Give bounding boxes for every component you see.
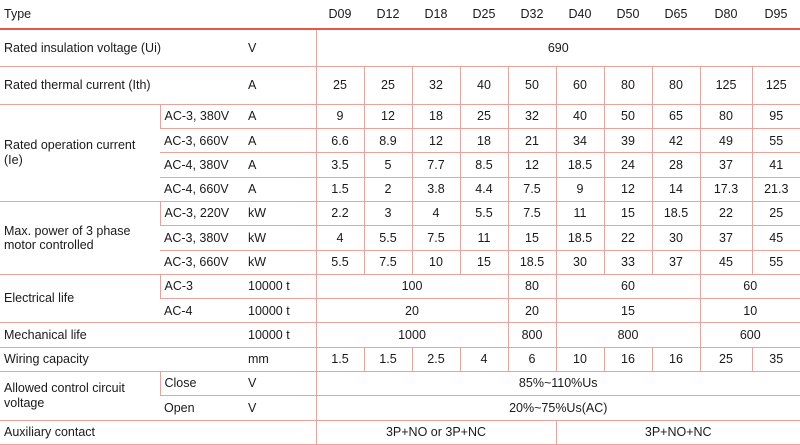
value-cell: 12 — [412, 129, 460, 153]
value-cell: 18 — [412, 104, 460, 128]
value-cell: 25 — [752, 201, 800, 225]
value-cell: 60 — [700, 274, 800, 298]
value-cell: 25 — [700, 347, 752, 371]
value-cell: 50 — [604, 104, 652, 128]
value-cell: 3.8 — [412, 177, 460, 201]
value-cell: 33 — [604, 250, 652, 274]
thermal-row — [0, 67, 800, 104]
model-header: D25 — [460, 0, 508, 29]
value-cell: 25 — [460, 104, 508, 128]
value-cell: 7.7 — [412, 153, 460, 177]
mechanical-label: Mechanical life — [0, 323, 244, 347]
model-header: D18 — [412, 0, 460, 29]
value-cell: 32 — [412, 67, 460, 104]
unit-cell: A — [244, 104, 316, 128]
value-cell: 20%~75%Us(AC) — [316, 396, 800, 420]
value-cell: 800 — [556, 323, 700, 347]
control-label: Allowed control circuit voltage — [0, 372, 160, 421]
value-cell: 5.5 — [364, 226, 412, 250]
value-cell: 80 — [508, 274, 556, 298]
operation-row — [0, 104, 800, 128]
value-cell: 80 — [652, 67, 700, 104]
value-cell: 7.5 — [412, 226, 460, 250]
value-cell: 2.5 — [412, 347, 460, 371]
value-cell: 80 — [604, 67, 652, 104]
value-cell: 37 — [700, 226, 752, 250]
value-cell: 12 — [508, 153, 556, 177]
value-cell: 7.5 — [508, 201, 556, 225]
value-cell: 18 — [460, 129, 508, 153]
value-cell: 1000 — [316, 323, 508, 347]
value-cell: 25 — [364, 67, 412, 104]
category-cell: AC-4 — [160, 299, 244, 323]
value-cell: 41 — [752, 153, 800, 177]
value-cell: 4 — [412, 201, 460, 225]
value-cell: 1.5 — [316, 177, 364, 201]
value-cell: 20 — [508, 299, 556, 323]
value-cell: 3 — [364, 201, 412, 225]
value-cell: 4 — [460, 347, 508, 371]
category-cell: AC-3 — [160, 274, 244, 298]
value-cell: 37 — [652, 250, 700, 274]
category-cell: AC-3, 660V — [160, 250, 244, 274]
value-cell: 600 — [700, 323, 800, 347]
value-cell: 3.5 — [316, 153, 364, 177]
category-cell: AC-3, 660V — [160, 129, 244, 153]
value-cell: 65 — [652, 104, 700, 128]
value-cell: 100 — [316, 274, 508, 298]
value-cell: 24 — [604, 153, 652, 177]
value-cell: 7.5 — [508, 177, 556, 201]
value-cell: 15 — [508, 226, 556, 250]
unit-cell: 10000 t — [244, 323, 316, 347]
value-cell: 80 — [700, 104, 752, 128]
thermal-label: Rated thermal current (Ith) — [0, 67, 244, 104]
type-header: Type — [0, 0, 316, 29]
unit-cell: A — [244, 153, 316, 177]
auxiliary-row — [0, 420, 800, 444]
value-cell: 60 — [556, 67, 604, 104]
value-cell: 10 — [556, 347, 604, 371]
value-cell: 7.5 — [364, 250, 412, 274]
value-cell: 12 — [604, 177, 652, 201]
electrical-row — [0, 274, 800, 298]
category-cell: AC-3, 220V — [160, 201, 244, 225]
value-cell: 17.3 — [700, 177, 752, 201]
insulation-label: Rated insulation voltage (Ui) — [0, 29, 244, 66]
category-cell: AC-4, 660V — [160, 177, 244, 201]
value-cell: 20 — [316, 299, 508, 323]
wiring-label: Wiring capacity — [0, 347, 244, 371]
value-cell: 55 — [752, 129, 800, 153]
value-cell: 12 — [364, 104, 412, 128]
value-cell: 34 — [556, 129, 604, 153]
model-header: D12 — [364, 0, 412, 29]
model-header: D32 — [508, 0, 556, 29]
value-cell: 30 — [652, 226, 700, 250]
value-cell: 39 — [604, 129, 652, 153]
value-cell: 18.5 — [508, 250, 556, 274]
value-cell: 85%~110%Us — [316, 372, 800, 396]
value-cell: 37 — [700, 153, 752, 177]
value-cell: 6.6 — [316, 129, 364, 153]
value-cell: 15 — [604, 201, 652, 225]
value-cell: 30 — [556, 250, 604, 274]
category-cell: AC-3, 380V — [160, 226, 244, 250]
value-cell: 18.5 — [556, 226, 604, 250]
value-cell: 11 — [556, 201, 604, 225]
value-cell: 40 — [556, 104, 604, 128]
wiring-row — [0, 347, 800, 371]
value-cell: 15 — [556, 299, 700, 323]
value-cell: 2.2 — [316, 201, 364, 225]
value-cell: 11 — [460, 226, 508, 250]
value-cell: 15 — [460, 250, 508, 274]
header-row — [0, 0, 800, 29]
value-cell: 95 — [752, 104, 800, 128]
value-cell: 18.5 — [556, 153, 604, 177]
category-cell: AC-4, 380V — [160, 153, 244, 177]
value-cell: 8.5 — [460, 153, 508, 177]
value-cell: 32 — [508, 104, 556, 128]
value-cell: 1.5 — [364, 347, 412, 371]
unit-cell: A — [244, 129, 316, 153]
unit-cell: mm — [244, 347, 316, 371]
value-cell: 125 — [752, 67, 800, 104]
value-cell: 14 — [652, 177, 700, 201]
value-cell: 10 — [412, 250, 460, 274]
mechanical-row — [0, 323, 800, 347]
value-cell: 40 — [460, 67, 508, 104]
category-cell: AC-3, 380V — [160, 104, 244, 128]
value-cell: 25 — [316, 67, 364, 104]
value-cell: 2 — [364, 177, 412, 201]
value-cell: 1.5 — [316, 347, 364, 371]
unit-cell: A — [244, 67, 316, 104]
model-header: D80 — [700, 0, 752, 29]
unit-cell: 10000 t — [244, 274, 316, 298]
value-cell: 42 — [652, 129, 700, 153]
unit-cell: V — [244, 372, 316, 396]
value-cell: 21 — [508, 129, 556, 153]
power-label: Max. power of 3 phase motor controlled — [0, 201, 160, 274]
value-cell: 9 — [556, 177, 604, 201]
model-header: D50 — [604, 0, 652, 29]
value-cell: 4.4 — [460, 177, 508, 201]
value-cell: 55 — [752, 250, 800, 274]
value-cell: 18.5 — [652, 201, 700, 225]
value-cell: 125 — [700, 67, 752, 104]
category-cell: Close — [160, 372, 244, 396]
insulation-row — [0, 29, 800, 66]
unit-cell: 10000 t — [244, 299, 316, 323]
value-cell: 9 — [316, 104, 364, 128]
value-cell: 21.3 — [752, 177, 800, 201]
value-cell: 35 — [752, 347, 800, 371]
value-cell: 3P+NO+NC — [556, 420, 800, 444]
auxiliary-label: Auxiliary contact — [0, 420, 316, 444]
unit-cell: A — [244, 177, 316, 201]
value-cell: 49 — [700, 129, 752, 153]
power-row — [0, 201, 800, 225]
value-cell: 8.9 — [364, 129, 412, 153]
value-cell: 28 — [652, 153, 700, 177]
value-cell: 60 — [556, 274, 700, 298]
value-cell: 16 — [604, 347, 652, 371]
unit-cell: V — [244, 396, 316, 420]
category-cell: Open — [160, 396, 244, 420]
model-header: D95 — [752, 0, 800, 29]
unit-cell: kW — [244, 201, 316, 225]
model-header: D09 — [316, 0, 364, 29]
model-header: D40 — [556, 0, 604, 29]
value-cell: 800 — [508, 323, 556, 347]
value-cell: 10 — [700, 299, 800, 323]
value-cell: 45 — [700, 250, 752, 274]
unit-cell: V — [244, 29, 316, 66]
unit-cell: kW — [244, 226, 316, 250]
value-cell: 45 — [752, 226, 800, 250]
insulation-value: 690 — [316, 29, 800, 66]
value-cell: 5.5 — [316, 250, 364, 274]
control-row — [0, 372, 800, 396]
value-cell: 6 — [508, 347, 556, 371]
value-cell: 3P+NO or 3P+NC — [316, 420, 556, 444]
model-header: D65 — [652, 0, 700, 29]
value-cell: 22 — [700, 201, 752, 225]
value-cell: 5 — [364, 153, 412, 177]
value-cell: 22 — [604, 226, 652, 250]
operation-label: Rated operation current (Ie) — [0, 104, 160, 201]
value-cell: 16 — [652, 347, 700, 371]
unit-cell: kW — [244, 250, 316, 274]
value-cell: 5.5 — [460, 201, 508, 225]
electrical-label: Electrical life — [0, 274, 160, 323]
value-cell: 4 — [316, 226, 364, 250]
value-cell: 50 — [508, 67, 556, 104]
